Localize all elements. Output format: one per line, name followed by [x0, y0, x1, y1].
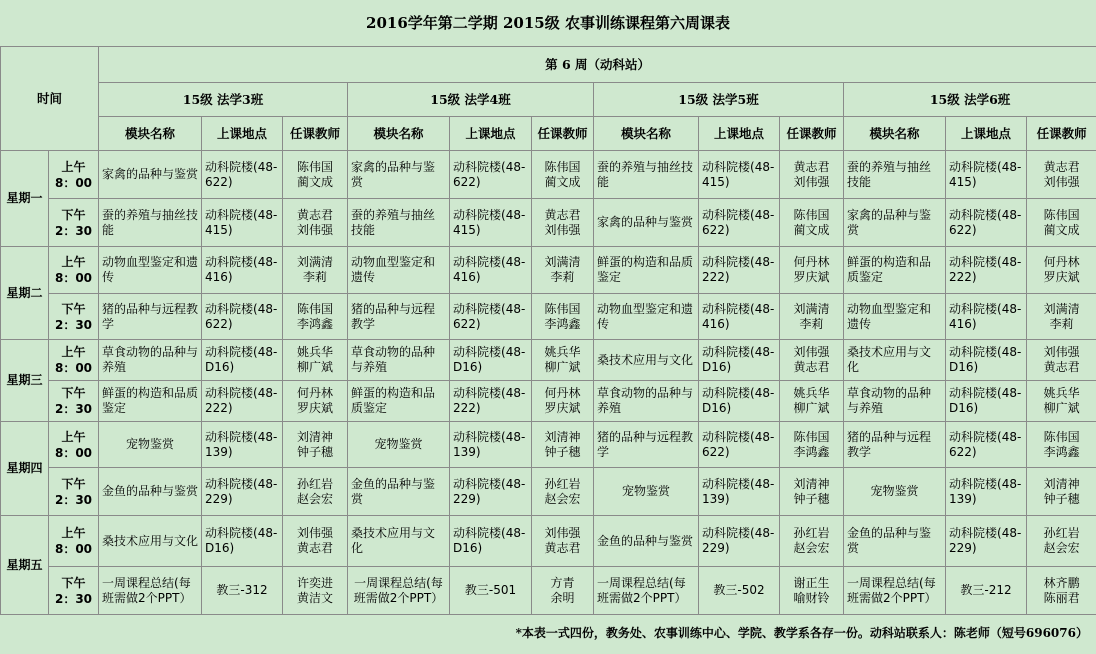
teacher-cell: 刘满清 李莉 [780, 294, 844, 340]
time-start: 8：00 [54, 445, 93, 460]
table-row [1, 422, 1096, 468]
teacher-cell: 姚兵华 柳广斌 [283, 340, 348, 381]
module-cell: 蚕的养殖与抽丝技能 [99, 199, 202, 247]
place-cell: 动科院楼(48-622) [699, 199, 780, 247]
module-cell: 动物血型鉴定和遗传 [594, 294, 699, 340]
table-row [1, 516, 1096, 567]
teacher-cell: 何丹林 罗庆斌 [780, 247, 844, 294]
time-period: 下午 [61, 575, 86, 590]
place-cell: 动科院楼(48-139) [202, 422, 283, 468]
time-header: 时间 [1, 47, 99, 151]
module-cell: 一周课程总结(每班需做2个PPT） [348, 567, 450, 615]
place-column-header: 上课地点 [946, 117, 1027, 151]
time-start: 8：00 [54, 542, 93, 556]
module-cell: 鲜蛋的构造和品质鉴定 [348, 381, 450, 422]
table-row [1, 468, 1096, 516]
class-header: 15级 法学4班 [348, 83, 594, 117]
place-cell: 动科院楼(48-139) [450, 422, 532, 468]
time-slot [49, 381, 99, 422]
place-cell: 动科院楼(48-622) [202, 151, 283, 199]
place-cell: 动科院楼(48-416) [699, 294, 780, 340]
module-cell: 蚕的养殖与抽丝技能 [594, 151, 699, 199]
module-cell: 草食动物的品种与养殖 [348, 340, 450, 381]
teacher-cell: 陈伟国 蔺文成 [532, 151, 594, 199]
module-cell: 桑技术应用与文化 [844, 340, 946, 381]
teacher-column-header: 任课教师 [780, 117, 844, 151]
time-start: 8：00 [54, 175, 93, 190]
place-cell: 动科院楼(48-229) [946, 516, 1027, 567]
time-slot [49, 199, 99, 247]
module-cell: 蚕的养殖与抽丝技能 [844, 151, 946, 199]
schedule-body [1, 151, 1096, 615]
time-start: 2：30 [54, 402, 93, 416]
place-column-header: 上课地点 [202, 117, 283, 151]
time-start: 8：00 [54, 271, 93, 285]
place-cell: 教三-212 [946, 567, 1027, 615]
teacher-cell: 刘清神 钟子穗 [1027, 468, 1096, 516]
teacher-cell: 刘伟强 黄志君 [532, 516, 594, 567]
module-cell: 家禽的品种与鉴赏 [99, 151, 202, 199]
day-label: 星期四 [1, 422, 49, 516]
place-cell: 动科院楼(48-416) [946, 294, 1027, 340]
table-row [1, 247, 1096, 294]
module-cell: 宠物鉴赏 [594, 468, 699, 516]
time-slot [49, 340, 99, 381]
module-cell: 宠物鉴赏 [844, 468, 946, 516]
teacher-cell: 孙红岩 赵会宏 [1027, 516, 1096, 567]
place-cell: 动科院楼(48-D16) [450, 516, 532, 567]
teacher-cell: 方青 余明 [532, 567, 594, 615]
module-cell: 一周课程总结(每班需做2个PPT） [99, 567, 202, 615]
place-cell: 动科院楼(48-229) [450, 468, 532, 516]
module-cell: 草食动物的品种与养殖 [844, 381, 946, 422]
time-period: 上午 [61, 255, 86, 269]
time-period: 上午 [61, 526, 86, 540]
teacher-cell: 谢正生 喻财铃 [780, 567, 844, 615]
module-cell: 宠物鉴赏 [99, 422, 202, 468]
module-cell: 鲜蛋的构造和品质鉴定 [594, 247, 699, 294]
module-cell: 猪的品种与远程教学 [844, 422, 946, 468]
time-period: 上午 [61, 345, 86, 359]
teacher-cell: 刘伟强 黄志君 [780, 340, 844, 381]
table-row [1, 199, 1096, 247]
table-row [1, 294, 1096, 340]
day-label: 星期三 [1, 340, 49, 422]
day-label: 星期一 [1, 151, 49, 247]
module-cell: 桑技术应用与文化 [348, 516, 450, 567]
teacher-cell: 许奕进 黄洁文 [283, 567, 348, 615]
teacher-cell: 刘清神 钟子穗 [283, 422, 348, 468]
place-cell: 动科院楼(48-D16) [202, 340, 283, 381]
column-header-row [1, 117, 1096, 151]
module-cell: 桑技术应用与文化 [594, 340, 699, 381]
place-cell: 动科院楼(48-622) [450, 151, 532, 199]
place-cell: 动科院楼(48-139) [946, 468, 1027, 516]
module-cell: 鲜蛋的构造和品质鉴定 [844, 247, 946, 294]
table-row [1, 151, 1096, 199]
day-label: 星期二 [1, 247, 49, 340]
time-slot [49, 468, 99, 516]
table-row [1, 381, 1096, 422]
time-start: 2：30 [54, 317, 93, 332]
place-cell: 动科院楼(48-222) [699, 247, 780, 294]
teacher-cell: 刘伟强 黄志君 [1027, 340, 1096, 381]
time-period: 上午 [61, 429, 86, 444]
place-cell: 动科院楼(48-D16) [699, 340, 780, 381]
time-start: 2：30 [54, 591, 93, 606]
teacher-cell: 刘满清 李莉 [283, 247, 348, 294]
teacher-cell: 姚兵华 柳广斌 [1027, 381, 1096, 422]
place-cell: 动科院楼(48-415) [202, 199, 283, 247]
place-cell: 动科院楼(48-622) [699, 422, 780, 468]
module-column-header: 模块名称 [844, 117, 946, 151]
teacher-column-header: 任课教师 [532, 117, 594, 151]
day-label: 星期五 [1, 516, 49, 615]
class-header: 15级 法学3班 [99, 83, 348, 117]
schedule-table [0, 46, 1096, 615]
teacher-cell: 黄志君 刘伟强 [780, 151, 844, 199]
teacher-cell: 何丹林 罗庆斌 [1027, 247, 1096, 294]
teacher-cell: 孙红岩 赵会宏 [283, 468, 348, 516]
time-slot [49, 567, 99, 615]
week-header: 第 6 周（动科站） [99, 47, 1096, 83]
time-period: 下午 [61, 207, 86, 222]
teacher-cell: 刘清神 钟子穗 [780, 468, 844, 516]
place-cell: 教三-502 [699, 567, 780, 615]
teacher-cell: 刘满清 李莉 [532, 247, 594, 294]
place-cell: 教三-501 [450, 567, 532, 615]
teacher-cell: 何丹林 罗庆斌 [283, 381, 348, 422]
teacher-cell: 刘清神 钟子穗 [532, 422, 594, 468]
teacher-cell: 姚兵华 柳广斌 [780, 381, 844, 422]
module-cell: 宠物鉴赏 [348, 422, 450, 468]
place-cell: 动科院楼(48-622) [450, 294, 532, 340]
module-cell: 动物血型鉴定和遗传 [99, 247, 202, 294]
module-cell: 草食动物的品种与养殖 [99, 340, 202, 381]
time-slot [49, 151, 99, 199]
module-cell: 金鱼的品种与鉴赏 [99, 468, 202, 516]
time-period: 下午 [61, 386, 86, 400]
place-cell: 动科院楼(48-D16) [699, 381, 780, 422]
teacher-cell: 陈伟国 蔺文成 [1027, 199, 1096, 247]
teacher-cell: 何丹林 罗庆斌 [532, 381, 594, 422]
teacher-cell: 姚兵华 柳广斌 [532, 340, 594, 381]
module-column-header: 模块名称 [99, 117, 202, 151]
module-cell: 桑技术应用与文化 [99, 516, 202, 567]
module-cell: 家禽的品种与鉴赏 [844, 199, 946, 247]
teacher-column-header: 任课教师 [283, 117, 348, 151]
teacher-column-header: 任课教师 [1027, 117, 1096, 151]
teacher-cell: 陈伟国 蔺文成 [283, 151, 348, 199]
teacher-cell: 孙红岩 赵会宏 [780, 516, 844, 567]
teacher-cell: 黄志君 刘伟强 [1027, 151, 1096, 199]
time-slot [49, 516, 99, 567]
teacher-cell: 陈伟国 李鸿鑫 [780, 422, 844, 468]
place-cell: 动科院楼(48-622) [946, 199, 1027, 247]
teacher-cell: 陈伟国 李鸿鑫 [532, 294, 594, 340]
teacher-cell: 陈伟国 蔺文成 [780, 199, 844, 247]
page-title: 2016学年第二学期 2015级 农事训练课程第六周课表 [366, 14, 730, 32]
module-cell: 鲜蛋的构造和品质鉴定 [99, 381, 202, 422]
module-cell: 金鱼的品种与鉴赏 [844, 516, 946, 567]
time-slot [49, 294, 99, 340]
module-cell: 金鱼的品种与鉴赏 [348, 468, 450, 516]
time-slot [49, 247, 99, 294]
place-cell: 动科院楼(48-622) [946, 422, 1027, 468]
place-cell: 动科院楼(48-416) [450, 247, 532, 294]
class-header: 15级 法学5班 [594, 83, 844, 117]
module-cell: 蚕的养殖与抽丝技能 [348, 199, 450, 247]
teacher-cell: 陈伟国 李鸿鑫 [1027, 422, 1096, 468]
teacher-cell: 刘满清 李莉 [1027, 294, 1096, 340]
module-cell: 动物血型鉴定和遗传 [844, 294, 946, 340]
place-cell: 动科院楼(48-415) [450, 199, 532, 247]
time-period: 上午 [61, 159, 86, 174]
place-cell: 动科院楼(48-D16) [946, 340, 1027, 381]
module-cell: 动物血型鉴定和遗传 [348, 247, 450, 294]
teacher-cell: 黄志君 刘伟强 [283, 199, 348, 247]
module-cell: 草食动物的品种与养殖 [594, 381, 699, 422]
place-column-header: 上课地点 [450, 117, 532, 151]
place-cell: 动科院楼(48-D16) [450, 340, 532, 381]
teacher-cell: 黄志君 刘伟强 [532, 199, 594, 247]
module-cell: 家禽的品种与鉴赏 [594, 199, 699, 247]
time-period: 下午 [61, 301, 86, 316]
footer-note: *本表一式四份，教务处、农事训练中心、学院、教学系各存一份。动科站联系人：陈老师（短号696076） [515, 626, 1088, 640]
teacher-cell: 陈伟国 李鸿鑫 [283, 294, 348, 340]
teacher-cell: 孙红岩 赵会宏 [532, 468, 594, 516]
place-cell: 动科院楼(48-D16) [202, 516, 283, 567]
module-cell: 猪的品种与远程教学 [99, 294, 202, 340]
module-column-header: 模块名称 [594, 117, 699, 151]
place-cell: 动科院楼(48-139) [699, 468, 780, 516]
place-cell: 动科院楼(48-D16) [946, 381, 1027, 422]
table-row [1, 340, 1096, 381]
place-cell: 动科院楼(48-416) [202, 247, 283, 294]
place-cell: 动科院楼(48-415) [699, 151, 780, 199]
place-cell: 动科院楼(48-622) [202, 294, 283, 340]
table-row [1, 567, 1096, 615]
module-column-header: 模块名称 [348, 117, 450, 151]
module-cell: 猪的品种与远程教学 [594, 422, 699, 468]
place-cell: 动科院楼(48-222) [946, 247, 1027, 294]
module-cell: 猪的品种与远程教学 [348, 294, 450, 340]
module-cell: 金鱼的品种与鉴赏 [594, 516, 699, 567]
time-period: 下午 [61, 476, 86, 491]
place-cell: 动科院楼(48-222) [450, 381, 532, 422]
place-cell: 教三-312 [202, 567, 283, 615]
place-cell: 动科院楼(48-222) [202, 381, 283, 422]
module-cell: 一周课程总结(每班需做2个PPT） [594, 567, 699, 615]
teacher-cell: 林齐鹏 陈丽君 [1027, 567, 1096, 615]
place-cell: 动科院楼(48-229) [202, 468, 283, 516]
teacher-cell: 刘伟强 黄志君 [283, 516, 348, 567]
class-header: 15级 法学6班 [844, 83, 1096, 117]
place-cell: 动科院楼(48-415) [946, 151, 1027, 199]
time-start: 2：30 [54, 492, 93, 507]
time-slot [49, 422, 99, 468]
place-column-header: 上课地点 [699, 117, 780, 151]
module-cell: 一周课程总结(每班需做2个PPT） [844, 567, 946, 615]
time-start: 8：00 [54, 361, 93, 375]
place-cell: 动科院楼(48-229) [699, 516, 780, 567]
module-cell: 家禽的品种与鉴赏 [348, 151, 450, 199]
time-start: 2：30 [54, 223, 93, 238]
